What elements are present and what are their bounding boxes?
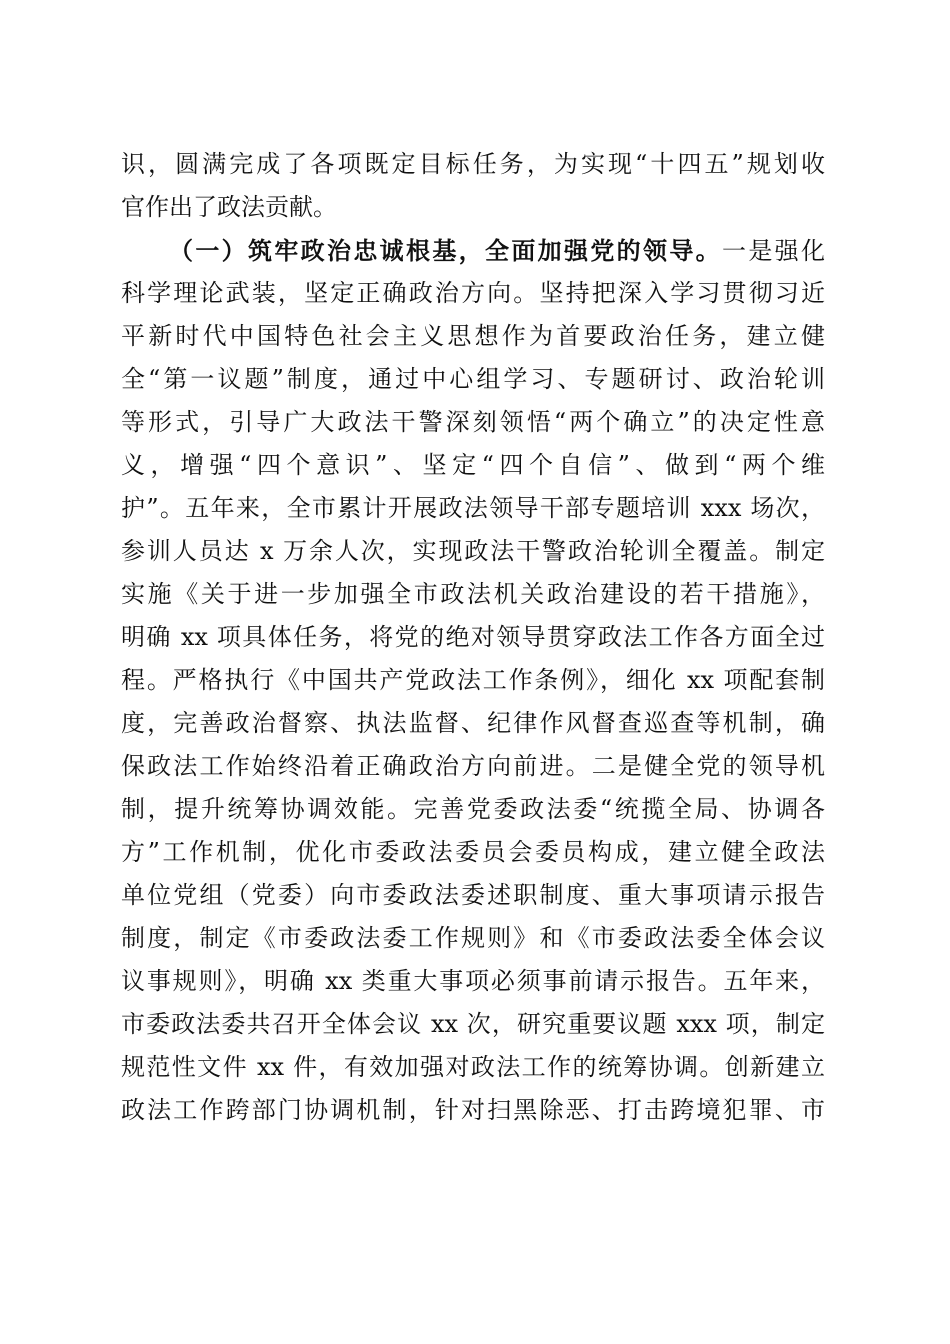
text-line: 官作出了政法贡献。 — [121, 193, 337, 221]
text-line: 单位党组（党委）向市委政法委述职制度、重大事项请示报告 — [121, 881, 825, 909]
text-line: 全“第一议题”制度，通过中心组学习、专题研讨、政治轮训 — [121, 365, 825, 393]
section-first-line — [121, 229, 825, 272]
text-line: 平新时代中国特色社会主义思想作为首要政治任务，建立健 — [121, 322, 825, 350]
text-line: 明确 xx 项具体任务，将党的绝对领导贯穿政法工作各方面全过 — [121, 623, 825, 651]
text-line: 等形式，引导广大政法干警深刻领悟“两个确立”的决定性意 — [121, 408, 825, 436]
text-line: 程。严格执行《中国共产党政法工作条例》，细化 xx 项配套制 — [121, 666, 825, 694]
text-line: 市委政法委共召开全体会议 xx 次，研究重要议题 xxx 项，制定 — [121, 1010, 825, 1038]
text-line: 护”。五年来，全市累计开展政法领导干部专题培训 xxx 场次， — [121, 494, 825, 522]
text-line: 参训人员达 x 万余人次，实现政法干警政治轮训全覆盖。制定 — [121, 537, 825, 565]
text-line: 识，圆满完成了各项既定目标任务，为实现“十四五”规划收 — [121, 150, 825, 178]
text-line: 议事规则》，明确 xx 类重大事项必须事前请示报告。五年来， — [121, 967, 825, 995]
text-line: 制度，制定《市委政法委工作规则》和《市委政法委全体会议 — [121, 924, 825, 952]
text-line: 度，完善政治督察、执法监督、纪律作风督查巡查等机制，确 — [121, 709, 825, 737]
body-text — [121, 143, 825, 1132]
text-line: 科学理论武装，坚定正确政治方向。坚持把深入学习贯彻习近 — [121, 279, 825, 307]
text-line: 保政法工作始终沿着正确政治方向前进。二是健全党的领导机 — [121, 752, 825, 780]
text-line: 政法工作跨部门协调机制，针对扫黑除恶、打击跨境犯罪、市 — [121, 1096, 825, 1124]
text-line: 制，提升统筹协调效能。完善党委政法委“统揽全局、协调各 — [121, 795, 825, 823]
text-line: 方”工作机制，优化市委政法委员会委员构成，建立健全政法 — [121, 838, 825, 866]
section-first-line-rest: 一是强化 — [722, 237, 825, 265]
text-line: 实施《关于进一步加强全市政法机关政治建设的若干措施》， — [121, 580, 825, 608]
section-heading: （一）筑牢政治忠诚根基，全面加强党的领导。 — [169, 236, 722, 265]
text-line: 义，增强“四个意识”、坚定“四个自信”、做到“两个维 — [121, 451, 825, 479]
text-line: 规范性文件 xx 件，有效加强对政法工作的统筹协调。创新建立 — [121, 1053, 825, 1081]
